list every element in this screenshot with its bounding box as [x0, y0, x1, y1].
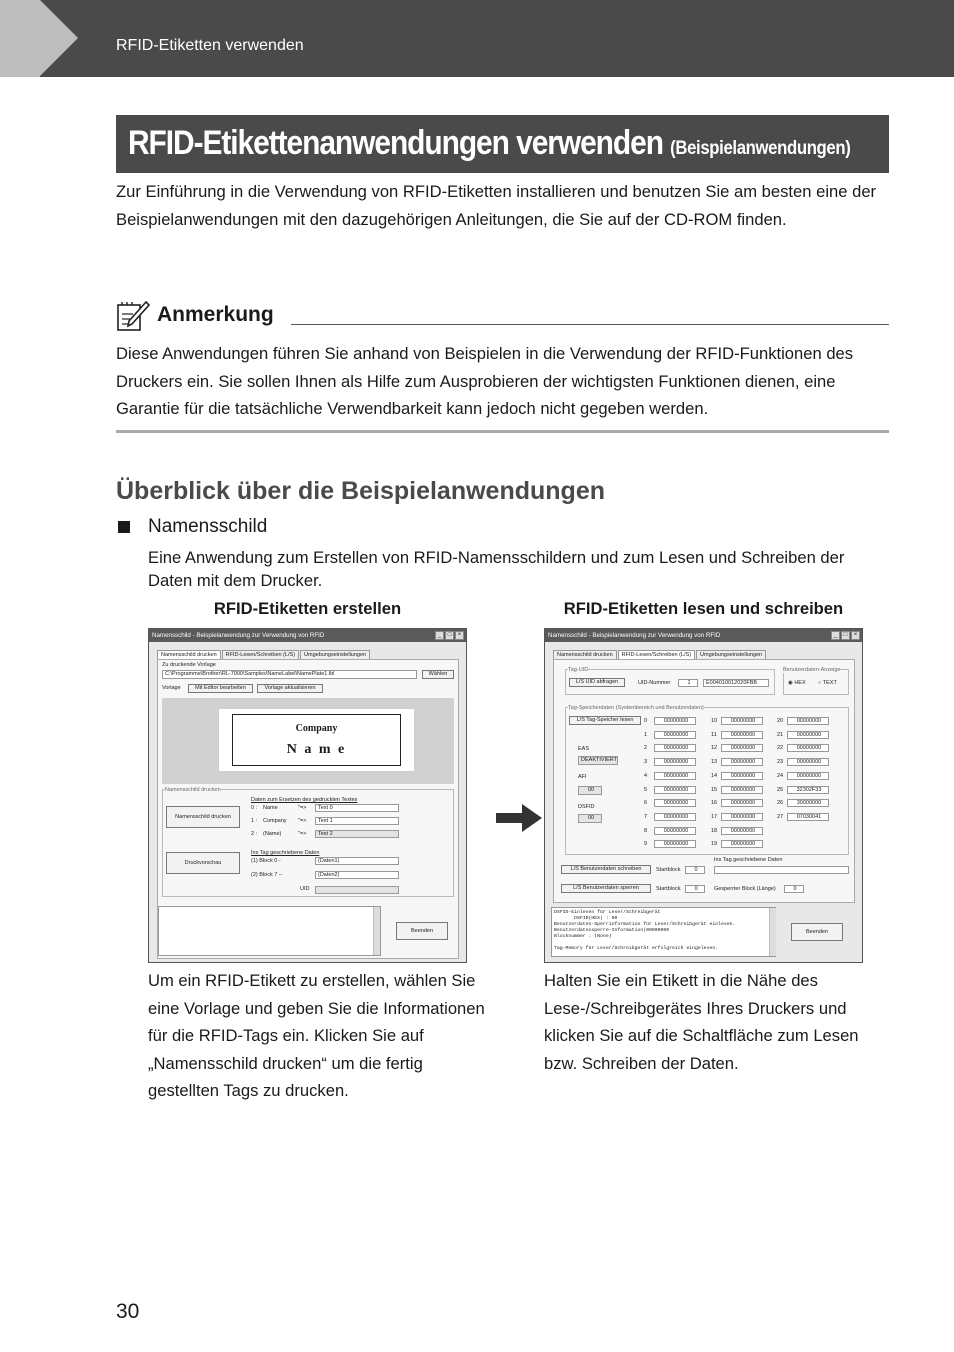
block-value-field[interactable]: 00000000 [654, 813, 696, 821]
tab-read-write[interactable]: RFID-Lesen/Schreiben (L/S) [222, 650, 299, 659]
caption-create: RFID-Etiketten erstellen [213, 599, 402, 618]
hex-radio[interactable]: ◉ HEX [788, 680, 806, 686]
block-number: 8 [644, 827, 648, 834]
block-value-field[interactable]: 00000000 [787, 731, 829, 739]
block-number: 10 [711, 718, 718, 724]
block-number: 23 [777, 759, 784, 766]
log-scrollbar[interactable] [769, 908, 776, 956]
dsfid-label: DSFID [578, 804, 595, 810]
bullet-label: Namensschild [148, 516, 268, 537]
screenshot-read-write [544, 628, 863, 963]
written-data-label: Ins Tag geschriebene Daten [714, 857, 783, 863]
window-title: Namensschild - Beispielanwendung zur Verwendung von RFID [548, 632, 721, 639]
header-arrow-shape [40, 0, 78, 76]
block-value-field[interactable]: 00000000 [721, 799, 763, 807]
template-path-field[interactable]: C:\Programme\Brother\RL-7000\Samples\NameLabel\NamePlate1.lbl [162, 670, 417, 679]
block-number: 14 [711, 772, 718, 779]
row-0-name: Name [263, 805, 278, 811]
tag-uid-group-label: Tag-UID [568, 667, 589, 673]
lock-userdata-button[interactable]: L/S Benutzerdaten sperren [561, 884, 651, 893]
select-template-button[interactable]: Wählen [422, 670, 454, 679]
memory-group-label: Tag-Speicherdaten (Systembereich und Benutzerdaten) [568, 705, 704, 711]
write-userdata-button[interactable]: L/S Benutzerdaten schreiben [561, 865, 651, 874]
minimize-icon[interactable]: _ [435, 631, 444, 640]
block-value-field[interactable]: 00000000 [721, 717, 763, 725]
tag-uid-group [565, 669, 775, 695]
row-2-index: 2 : [251, 831, 258, 837]
block-value-field[interactable]: 00000000 [721, 827, 763, 835]
block-number: 16 [711, 800, 718, 807]
status-log[interactable]: DSFID-Einlesen für Leser/Schreibgerät DSFID(HEX) : 00 Benutzerdaten-Sperrinformation für Leser/Schreibgerät einlesen. Benutzerdatensperre-Information(00000000 Blocknummer : (None) Tag-Memory für Leser/Schreibgerät erfolgreich eingelesen. [551, 907, 776, 957]
minimize-icon[interactable]: _ [831, 631, 840, 640]
tab-settings[interactable]: Umgebungseinstellungen [300, 650, 370, 659]
uid-field[interactable] [315, 886, 399, 894]
read-memory-button[interactable]: L/S Tag-Speicher lesen [569, 716, 641, 725]
row-1-name: Company [263, 818, 287, 824]
tab-settings[interactable]: Umgebungseinstellungen [696, 650, 766, 659]
row-0-index: 0 : [251, 805, 258, 811]
tab-read-write[interactable]: RFID-Lesen/Schreiben (L/S) [618, 650, 695, 659]
block-value-field[interactable]: 30000000 [787, 799, 829, 807]
block-value-field[interactable]: 00000000 [721, 786, 763, 794]
label-company: Company [295, 723, 338, 734]
note-divider [291, 324, 889, 325]
chapter-title: RFID-Etiketten verwenden [116, 37, 304, 54]
block-number: 26 [777, 800, 784, 807]
name-label-preview [219, 709, 414, 771]
block-number: 17 [711, 813, 718, 820]
row-1-arrow: "=> [298, 818, 307, 824]
close-icon[interactable]: × [455, 631, 464, 640]
uid-label: UID [300, 886, 310, 892]
tab-bar [553, 650, 767, 659]
refresh-template-button[interactable]: Vorlage aktualisieren [257, 684, 323, 693]
text-label: TEXT [822, 680, 837, 686]
block-number: 20 [777, 718, 784, 724]
screenshot-create [148, 628, 467, 963]
uid-value-select[interactable]: E004010012020FBB [703, 679, 769, 687]
start-block2-field[interactable]: 0 [685, 885, 705, 893]
block-number: 21 [777, 731, 784, 738]
window-controls [435, 631, 464, 640]
lock-length-label: Gesperrter Block (Länge) [714, 886, 776, 892]
row-2-arrow: "=> [298, 831, 307, 837]
block-value-field[interactable]: 00000000 [654, 827, 696, 835]
body-text-left: Um ein RFID-Etikett zu erstellen, wählen Sie eine Vorlage und geben Sie die Informationen für die RFID-Tags ein. Klicken Sie auf „Namensschild drucken“ um die fertig gestellten Tags zu drucken. [148, 971, 485, 1100]
display-group [783, 669, 849, 695]
start-block-label: Startblock [656, 867, 681, 873]
block-number: 19 [711, 841, 718, 848]
block-number: 18 [711, 827, 718, 834]
page-title [128, 124, 850, 163]
block-value-field[interactable]: 00000000 [787, 772, 829, 780]
block-value-field[interactable]: 00000000 [787, 717, 829, 725]
row-1-value-field[interactable]: Text 1 [315, 817, 399, 825]
block-value-field[interactable]: 00000000 [654, 772, 696, 780]
log-scrollbar[interactable] [373, 907, 380, 955]
block-value-field[interactable]: 00000000 [721, 840, 763, 848]
block-value-field[interactable]: 00000000 [654, 758, 696, 766]
block-value-field[interactable]: 00000000 [721, 813, 763, 821]
maximize-icon[interactable]: □ [445, 631, 454, 640]
block-value-field[interactable]: 00000000 [654, 840, 696, 848]
intro-paragraph: Zur Einführung in die Verwendung von RFID-Etiketten installieren und benutzen Sie am besten eine der Beispielanwendungen mit den dazugehörigen Anleitungen, die Sie auf der CD-ROM finden. [116, 182, 877, 229]
block-value-field[interactable]: 00000000 [654, 731, 696, 739]
print-nameplate-button[interactable]: Namensschild drucken [166, 806, 240, 828]
page-number: 30 [116, 1300, 140, 1323]
row-2-value-field[interactable]: Text 2 [315, 830, 399, 838]
uid-number-label: UID-Nummer [638, 680, 671, 686]
block-value-field[interactable]: 07030041 [787, 813, 829, 821]
block-number: 4 [644, 772, 648, 779]
close-icon[interactable]: × [851, 631, 860, 640]
data-header: Daten zum Ersetzen des gedruckten Textes [251, 797, 358, 803]
display-group-label: Benutzerdaten-Anzeige [783, 667, 841, 673]
block-number: 27 [777, 813, 784, 820]
block-value-field[interactable]: 00000000 [721, 772, 763, 780]
window-titlebar [149, 629, 466, 642]
afi-field[interactable]: 00 [578, 786, 602, 795]
dsfid-field[interactable]: 00 [578, 814, 602, 823]
block-number: 5 [644, 786, 648, 793]
block-value-field[interactable]: 00000000 [721, 731, 763, 739]
tag-row-2-field[interactable]: (Daten2) [315, 871, 399, 879]
note-pencil-icon [116, 300, 150, 332]
block-number: 9 [644, 841, 648, 848]
note-bottom-rule [116, 430, 889, 433]
block-number: 1 [644, 731, 648, 738]
bullet-description: Eine Anwendung zum Erstellen von RFID-Namensschildern und zum Lesen und Schreiben der Daten mit dem Drucker. [148, 548, 845, 590]
tab-print[interactable]: Namensschild drucken [157, 650, 221, 659]
memory-group [565, 707, 849, 855]
arrow-right-icon [496, 804, 542, 832]
tag-row-2-label: (2) Block 7 -- [251, 872, 283, 878]
eas-label: EAS [578, 746, 590, 752]
maximize-icon[interactable]: □ [841, 631, 850, 640]
status-log[interactable] [158, 906, 381, 956]
tag-header: Ins Tag geschriebene Daten [251, 850, 320, 856]
label-border [232, 714, 401, 766]
window-title: Namensschild - Beispielanwendung zur Verwendung von RFID [152, 632, 325, 639]
block-number: 24 [777, 772, 784, 779]
block-number: 13 [711, 759, 718, 766]
header-tab-shape [0, 0, 40, 77]
square-bullet-icon [118, 521, 130, 533]
block-value-field[interactable]: 32302F33 [787, 786, 829, 794]
vorlage-label: Vorlage [162, 685, 181, 691]
read-uid-button[interactable]: L/S UID abfragen [569, 678, 625, 687]
eas-field[interactable]: DEAKTIVIERT [578, 756, 618, 765]
row-0-arrow: "=> [298, 805, 307, 811]
block-number: 0 [644, 718, 648, 724]
block-value-field[interactable]: 00000000 [654, 799, 696, 807]
written-data-field[interactable] [714, 866, 849, 874]
hex-label: HEX [794, 680, 806, 686]
window-titlebar [545, 629, 862, 642]
block-number: 3 [644, 759, 648, 766]
text-radio[interactable]: ○ TEXT [818, 680, 837, 686]
print-group [162, 789, 454, 897]
caption-read-write: RFID-Etiketten lesen und schreiben [563, 599, 844, 618]
block-value-field[interactable]: 00000000 [654, 717, 696, 725]
quit-button[interactable]: Beenden [396, 922, 448, 940]
quit-button[interactable]: Beenden [791, 923, 843, 941]
block-value-field[interactable]: 00000000 [721, 744, 763, 752]
page-title-main: RFID-Etikettenanwendungen verwenden [128, 124, 663, 162]
header-bar [0, 0, 954, 77]
block-value-field[interactable]: 00000000 [654, 786, 696, 794]
row-2-name: (Name) [263, 831, 282, 837]
page-title-box [116, 115, 889, 173]
edit-template-button[interactable]: Mit Editor bearbeiten [188, 684, 253, 693]
tab-bar [157, 650, 371, 659]
print-group-label: Namensschild drucken [165, 787, 221, 793]
note-title: Anmerkung [157, 303, 274, 326]
block-number: 25 [777, 786, 784, 793]
tab-panel [553, 659, 855, 903]
row-0-value-field[interactable]: Text 0 [315, 804, 399, 812]
block-value-field[interactable]: 00000000 [721, 758, 763, 766]
note-header [116, 300, 889, 334]
block-number: 22 [777, 745, 784, 752]
template-group-label: Zu druckende Vorlage [162, 662, 216, 668]
start-block-field[interactable]: 0 [685, 866, 705, 874]
lock-length-field[interactable]: 0 [784, 885, 804, 893]
row-1-index: 1 : [251, 818, 258, 824]
block-number: 6 [644, 800, 648, 807]
label-name: N a m e [286, 742, 347, 757]
afi-label: AFI [578, 774, 587, 780]
block-value-field[interactable]: 00000000 [787, 758, 829, 766]
block-number: 2 [644, 745, 648, 752]
print-preview-button[interactable]: Druckvorschau [166, 852, 240, 874]
uid-number-field[interactable]: 1 [678, 679, 698, 687]
section-title: Überblick über die Beispielanwendungen [116, 477, 605, 505]
window-controls [831, 631, 860, 640]
start-block2-label: Startblock [656, 886, 681, 892]
block-number: 12 [711, 745, 718, 752]
note-text: Diese Anwendungen führen Sie anhand von Beispielen in die Verwendung der RFID-Funktionen des Druckers ein. Sie sollen Ihnen als Hilfe zum Ausprobieren der wichtigsten Funktionen dienen, eine Garantie für die tatsächliche Verwendbarkeit kann jedoch nicht gegeben werden. [116, 344, 854, 418]
tag-row-1-field[interactable]: (Daten1) [315, 857, 399, 865]
block-value-field[interactable]: 00000000 [654, 744, 696, 752]
template-preview [162, 698, 454, 784]
block-number: 15 [711, 786, 718, 793]
block-number: 7 [644, 813, 648, 820]
tab-panel [157, 659, 459, 959]
block-value-field[interactable]: 00000000 [787, 744, 829, 752]
body-text-right: Halten Sie ein Etikett in die Nähe des Lese-/Schreibgerätes Ihres Druckers und klicken Sie auf die Schaltfläche zum Lesen bzw. Schreiben der Daten. [544, 971, 859, 1073]
tag-row-1-label: (1) Block 0 - [251, 858, 281, 864]
page-title-sub: (Beispielanwendungen) [670, 138, 851, 159]
tab-print[interactable]: Namensschild drucken [553, 650, 617, 659]
block-number: 11 [711, 731, 717, 738]
